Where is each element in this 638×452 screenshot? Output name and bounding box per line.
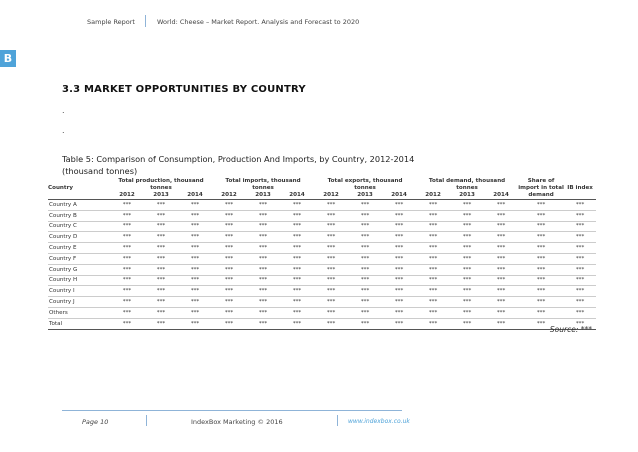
value-cell: *** <box>178 253 212 264</box>
value-cell: *** <box>110 232 144 243</box>
table-row <box>48 232 596 243</box>
value-cell: *** <box>518 243 564 254</box>
value-cell: *** <box>450 286 484 297</box>
value-cell: *** <box>450 307 484 318</box>
value-cell: *** <box>280 232 314 243</box>
footer-copyright: IndexBox Marketing © 2016 <box>191 418 283 426</box>
value-cell: *** <box>416 243 450 254</box>
value-cell: *** <box>450 264 484 275</box>
value-cell: *** <box>178 200 212 211</box>
value-cell: *** <box>178 243 212 254</box>
value-cell: *** <box>178 286 212 297</box>
column-header-country: Country <box>48 185 73 191</box>
column-header-year: 2014 <box>289 192 305 198</box>
table-row <box>48 210 596 221</box>
value-cell: *** <box>564 264 596 275</box>
value-cell: *** <box>484 232 518 243</box>
column-header-year: 2013 <box>153 192 169 198</box>
column-header-year: 2012 <box>221 192 237 198</box>
value-cell: *** <box>178 264 212 275</box>
column-header-group: Total exports, thousand tonnes <box>327 178 403 191</box>
value-cell: *** <box>212 221 246 232</box>
value-cell: *** <box>416 253 450 264</box>
value-cell: *** <box>246 243 280 254</box>
value-cell: *** <box>484 318 518 329</box>
value-cell: *** <box>348 243 382 254</box>
value-cell: *** <box>450 232 484 243</box>
value-cell: *** <box>450 297 484 308</box>
value-cell: *** <box>110 275 144 286</box>
value-cell: *** <box>382 253 416 264</box>
value-cell: *** <box>178 221 212 232</box>
value-cell: *** <box>564 307 596 318</box>
value-cell: *** <box>314 275 348 286</box>
section-title: 3.3 MARKET OPPORTUNITIES BY COUNTRY <box>62 84 306 95</box>
value-cell: *** <box>382 210 416 221</box>
value-cell: *** <box>314 243 348 254</box>
country-cell: Country I <box>48 286 110 297</box>
header-sample-label: Sample Report <box>87 18 135 26</box>
value-cell: *** <box>246 307 280 318</box>
column-header-year: 2014 <box>391 192 407 198</box>
value-cell: *** <box>382 264 416 275</box>
value-cell: *** <box>246 210 280 221</box>
value-cell: *** <box>212 275 246 286</box>
footer-page-number: Page 10 <box>82 418 109 426</box>
value-cell: *** <box>144 221 178 232</box>
column-header-group: Total demand, thousand tonnes <box>428 178 506 191</box>
value-cell: *** <box>246 318 280 329</box>
country-cell: Country D <box>48 232 110 243</box>
footer-website-link[interactable]: www.indexbox.co.uk <box>348 418 410 425</box>
value-cell: *** <box>246 286 280 297</box>
value-cell: *** <box>518 275 564 286</box>
country-cell: Country A <box>48 200 110 211</box>
value-cell: *** <box>450 253 484 264</box>
value-cell: *** <box>144 275 178 286</box>
value-cell: *** <box>314 232 348 243</box>
value-cell: *** <box>212 264 246 275</box>
footer-separator <box>337 415 338 426</box>
value-cell: *** <box>416 264 450 275</box>
bullet-item: . <box>62 126 65 135</box>
value-cell: *** <box>110 264 144 275</box>
country-cell: Country E <box>48 243 110 254</box>
value-cell: *** <box>212 297 246 308</box>
value-cell: *** <box>416 200 450 211</box>
value-cell: *** <box>144 286 178 297</box>
value-cell: *** <box>144 307 178 318</box>
value-cell: *** <box>484 200 518 211</box>
value-cell: *** <box>110 297 144 308</box>
value-cell: *** <box>416 210 450 221</box>
table-caption-unit: (thousand tonnes) <box>62 166 138 176</box>
comparison-table <box>48 178 596 330</box>
value-cell: *** <box>110 307 144 318</box>
value-cell: *** <box>416 286 450 297</box>
value-cell: *** <box>484 253 518 264</box>
value-cell: *** <box>518 232 564 243</box>
column-header-share: Share of import in total demand <box>518 178 564 198</box>
country-cell: Country G <box>48 264 110 275</box>
value-cell: *** <box>450 275 484 286</box>
value-cell: *** <box>564 286 596 297</box>
column-header-ib-index: IB index <box>567 185 593 191</box>
table-header-row <box>48 178 596 192</box>
value-cell: *** <box>144 318 178 329</box>
value-cell: *** <box>246 221 280 232</box>
value-cell: *** <box>518 221 564 232</box>
value-cell: *** <box>382 243 416 254</box>
value-cell: *** <box>416 318 450 329</box>
header-report-title: World: Cheese – Market Report. Analysis and Forecast to 2020 <box>157 18 360 26</box>
value-cell: *** <box>144 243 178 254</box>
country-cell: Country H <box>48 275 110 286</box>
table-caption <box>62 153 442 177</box>
table-row <box>48 221 596 232</box>
value-cell: *** <box>178 307 212 318</box>
value-cell: *** <box>280 318 314 329</box>
value-cell: *** <box>450 210 484 221</box>
value-cell: *** <box>518 264 564 275</box>
value-cell: *** <box>518 253 564 264</box>
value-cell: *** <box>314 221 348 232</box>
value-cell: *** <box>348 307 382 318</box>
value-cell: *** <box>212 318 246 329</box>
value-cell: *** <box>280 264 314 275</box>
value-cell: *** <box>144 200 178 211</box>
value-cell: *** <box>484 221 518 232</box>
value-cell: *** <box>178 232 212 243</box>
table-row <box>48 275 596 286</box>
value-cell: *** <box>450 243 484 254</box>
value-cell: *** <box>280 210 314 221</box>
table-row <box>48 307 596 318</box>
column-header-year: 2012 <box>119 192 135 198</box>
value-cell: *** <box>348 200 382 211</box>
value-cell: *** <box>246 297 280 308</box>
value-cell: *** <box>484 243 518 254</box>
value-cell: *** <box>484 275 518 286</box>
table-source: Source: *** <box>549 325 592 334</box>
value-cell: *** <box>144 297 178 308</box>
value-cell: *** <box>246 264 280 275</box>
value-cell: *** <box>348 286 382 297</box>
value-cell: *** <box>178 318 212 329</box>
value-cell: *** <box>110 243 144 254</box>
value-cell: *** <box>518 200 564 211</box>
value-cell: *** <box>110 221 144 232</box>
value-cell: *** <box>518 286 564 297</box>
value-cell: *** <box>382 275 416 286</box>
value-cell: *** <box>110 286 144 297</box>
value-cell: *** <box>564 318 596 329</box>
value-cell: *** <box>212 200 246 211</box>
value-cell: *** <box>348 318 382 329</box>
value-cell: *** <box>246 253 280 264</box>
value-cell: *** <box>348 221 382 232</box>
value-cell: *** <box>416 307 450 318</box>
bullet-item: . <box>62 106 65 115</box>
column-header-group: Total imports, thousand tonnes <box>225 178 301 191</box>
value-cell: *** <box>348 297 382 308</box>
value-cell: *** <box>314 210 348 221</box>
table-row <box>48 297 596 308</box>
value-cell: *** <box>314 286 348 297</box>
value-cell: *** <box>518 297 564 308</box>
column-header-year: 2012 <box>425 192 441 198</box>
value-cell: *** <box>212 232 246 243</box>
value-cell: *** <box>144 210 178 221</box>
value-cell: *** <box>382 307 416 318</box>
value-cell: *** <box>144 232 178 243</box>
value-cell: *** <box>246 275 280 286</box>
table-row <box>48 243 596 254</box>
column-header-year: 2014 <box>493 192 509 198</box>
value-cell: *** <box>484 286 518 297</box>
header-separator <box>145 15 146 27</box>
value-cell: *** <box>518 307 564 318</box>
country-cell: Others <box>48 307 110 318</box>
footer-rule <box>62 410 402 411</box>
value-cell: *** <box>212 286 246 297</box>
value-cell: *** <box>484 210 518 221</box>
value-cell: *** <box>416 232 450 243</box>
value-cell: *** <box>564 221 596 232</box>
value-cell: *** <box>314 318 348 329</box>
country-cell: Country F <box>48 253 110 264</box>
value-cell: *** <box>348 264 382 275</box>
table-row <box>48 253 596 264</box>
country-cell: Country C <box>48 221 110 232</box>
value-cell: *** <box>314 264 348 275</box>
value-cell: *** <box>382 200 416 211</box>
value-cell: *** <box>144 264 178 275</box>
value-cell: *** <box>110 318 144 329</box>
column-header-group: Total production, thousand tonnes <box>118 178 204 191</box>
value-cell: *** <box>416 297 450 308</box>
value-cell: *** <box>178 275 212 286</box>
value-cell: *** <box>246 200 280 211</box>
value-cell: *** <box>348 232 382 243</box>
value-cell: *** <box>450 221 484 232</box>
value-cell: *** <box>212 307 246 318</box>
value-cell: *** <box>280 243 314 254</box>
value-cell: *** <box>246 232 280 243</box>
value-cell: *** <box>484 297 518 308</box>
column-header-year: 2013 <box>255 192 271 198</box>
value-cell: *** <box>382 318 416 329</box>
table-caption-title: Table 5: Comparison of Consumption, Production And Imports, by Country, 2012-2014 <box>62 154 415 164</box>
footer-separator <box>146 415 147 426</box>
value-cell: *** <box>212 243 246 254</box>
country-cell: Country J <box>48 297 110 308</box>
value-cell: *** <box>314 253 348 264</box>
value-cell: *** <box>382 297 416 308</box>
value-cell: *** <box>314 297 348 308</box>
value-cell: *** <box>314 200 348 211</box>
value-cell: *** <box>564 210 596 221</box>
value-cell: *** <box>564 297 596 308</box>
country-cell: Country B <box>48 210 110 221</box>
value-cell: *** <box>212 253 246 264</box>
value-cell: *** <box>110 253 144 264</box>
value-cell: *** <box>564 253 596 264</box>
column-header-year: 2013 <box>459 192 475 198</box>
value-cell: *** <box>110 200 144 211</box>
table-year-row <box>48 192 596 200</box>
value-cell: *** <box>564 232 596 243</box>
value-cell: *** <box>110 210 144 221</box>
value-cell: *** <box>280 275 314 286</box>
value-cell: *** <box>348 253 382 264</box>
value-cell: *** <box>280 297 314 308</box>
value-cell: *** <box>518 210 564 221</box>
table-row <box>48 286 596 297</box>
indexbox-logo-icon: B <box>0 50 16 67</box>
value-cell: *** <box>144 253 178 264</box>
table-body <box>48 200 596 330</box>
country-cell: Total <box>48 318 110 329</box>
value-cell: *** <box>450 318 484 329</box>
table-row <box>48 264 596 275</box>
value-cell: *** <box>314 307 348 318</box>
table-row <box>48 200 596 211</box>
value-cell: *** <box>416 221 450 232</box>
value-cell: *** <box>348 210 382 221</box>
value-cell: *** <box>280 253 314 264</box>
value-cell: *** <box>348 275 382 286</box>
value-cell: *** <box>280 286 314 297</box>
value-cell: *** <box>280 307 314 318</box>
value-cell: *** <box>450 200 484 211</box>
value-cell: *** <box>564 243 596 254</box>
value-cell: *** <box>518 318 564 329</box>
value-cell: *** <box>280 200 314 211</box>
value-cell: *** <box>382 232 416 243</box>
table-row <box>48 318 596 329</box>
value-cell: *** <box>178 210 212 221</box>
value-cell: *** <box>484 307 518 318</box>
column-header-year: 2013 <box>357 192 373 198</box>
column-header-year: 2012 <box>323 192 339 198</box>
value-cell: *** <box>564 200 596 211</box>
value-cell: *** <box>212 210 246 221</box>
value-cell: *** <box>416 275 450 286</box>
column-header-year: 2014 <box>187 192 203 198</box>
value-cell: *** <box>382 221 416 232</box>
value-cell: *** <box>178 297 212 308</box>
value-cell: *** <box>280 221 314 232</box>
value-cell: *** <box>382 286 416 297</box>
value-cell: *** <box>564 275 596 286</box>
value-cell: *** <box>484 264 518 275</box>
